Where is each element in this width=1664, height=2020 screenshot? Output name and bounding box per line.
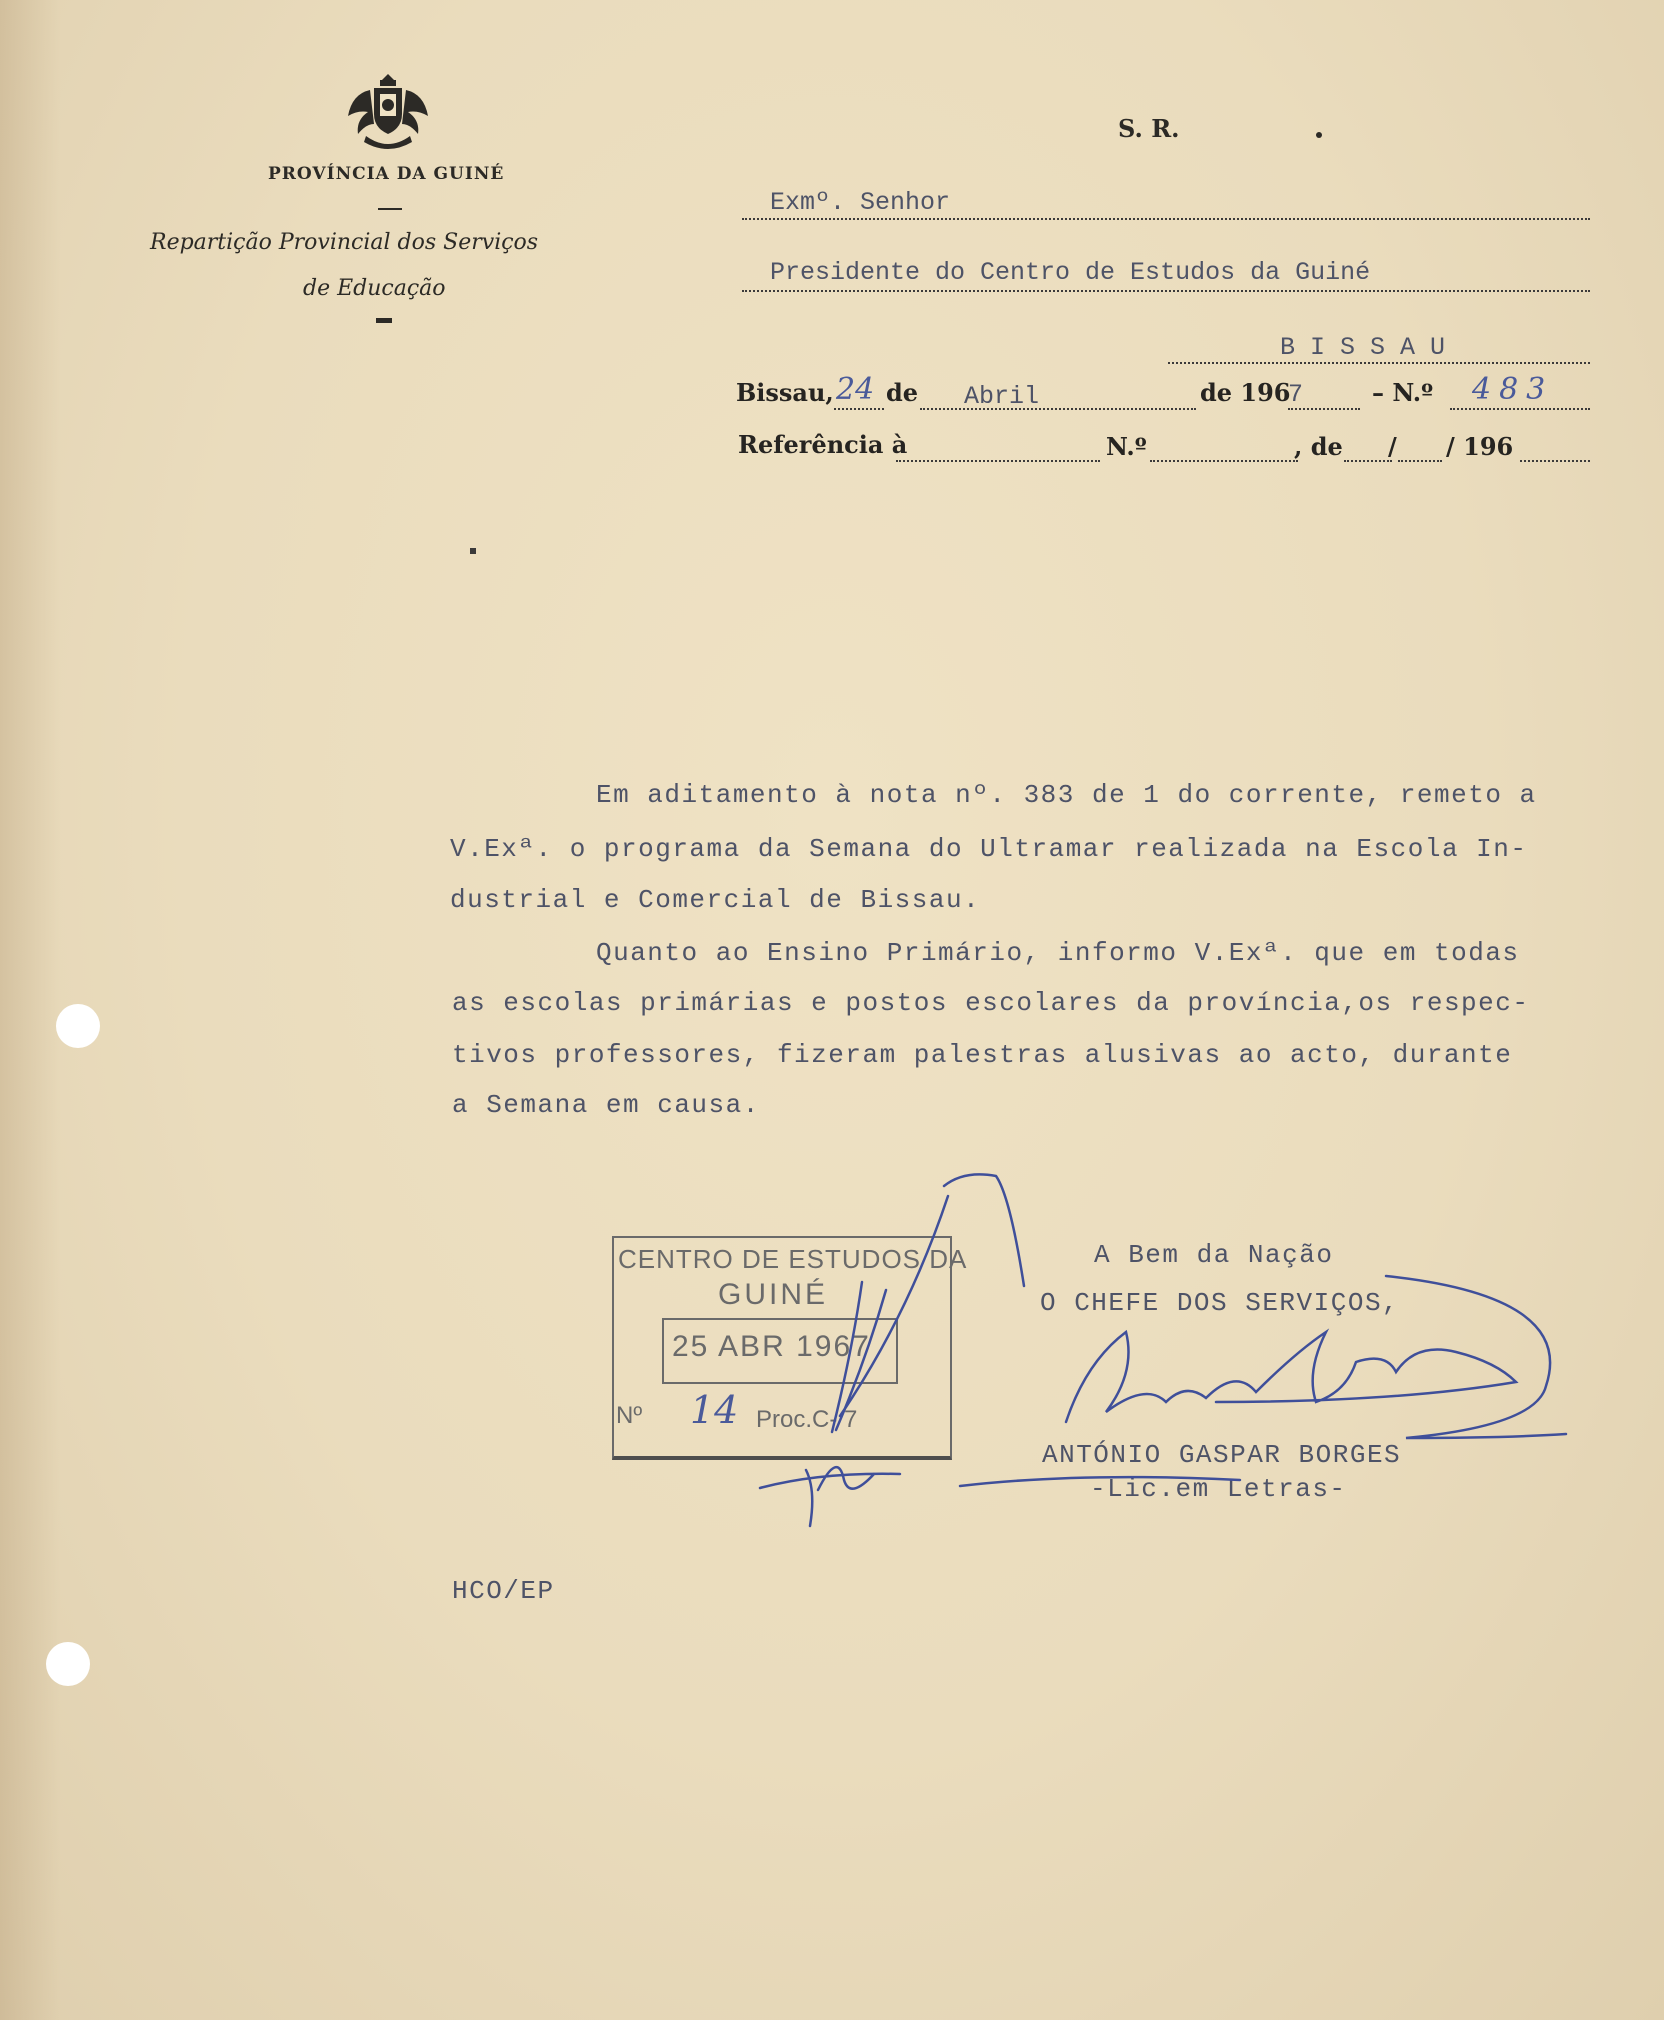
signatory-credential: -Lic.em Letras- bbox=[1090, 1474, 1347, 1504]
punch-hole-bottom bbox=[46, 1642, 90, 1686]
reference-slash-1: / bbox=[1388, 432, 1397, 461]
reference-slash-2: / 196 bbox=[1446, 432, 1514, 461]
body-line-3: dustrial e Comercial de Bissau. bbox=[450, 885, 981, 915]
body-line-2: V.Exª. o programa da Semana do Ultramar realizada na Escola In- bbox=[450, 834, 1528, 864]
typist-initials: HCO/EP bbox=[452, 1576, 555, 1606]
place-label: Bissau, bbox=[736, 378, 834, 407]
reference-label: Referência à bbox=[738, 430, 908, 459]
department-line-1: Repartição Provincial dos Serviços bbox=[150, 230, 539, 255]
closing-motto: A Bem da Nação bbox=[1094, 1240, 1334, 1270]
stamp-strike-3 bbox=[836, 1290, 886, 1430]
body-line-1: Em aditamento à nota nº. 383 de 1 do corrente, remeto a bbox=[596, 780, 1537, 810]
province-name: PROVÍNCIA DA GUINÉ bbox=[268, 164, 505, 184]
body-line-4: Quanto ao Ensino Primário, informo V.Exª. que em todas bbox=[596, 938, 1520, 968]
check-mark-stroke bbox=[944, 1174, 1024, 1286]
stamp-date: 25 ABR 1967 bbox=[672, 1330, 871, 1363]
punch-hole-top bbox=[56, 1004, 100, 1048]
date-year-digit: 7 bbox=[1288, 380, 1304, 409]
stamp-line-1: CENTRO DE ESTUDOS DA bbox=[618, 1244, 968, 1274]
initials-mark bbox=[760, 1467, 900, 1526]
letter-number: 483 bbox=[1472, 372, 1554, 407]
body-line-6: tivos professores, fizeram palestras alusivas ao acto, durante bbox=[452, 1040, 1513, 1070]
number-label: – N.º bbox=[1372, 378, 1434, 407]
department-line-2: de Educação bbox=[303, 276, 446, 301]
date-de-1: de bbox=[886, 378, 919, 407]
stamp-proc: Proc.C- 7 bbox=[756, 1406, 858, 1433]
body-line-7: a Semana em causa. bbox=[452, 1090, 760, 1120]
closing-role: O CHEFE DOS SERVIÇOS, bbox=[1040, 1288, 1400, 1318]
reference-no-label: N.º bbox=[1106, 432, 1147, 461]
date-de-2: de 196 bbox=[1200, 378, 1291, 407]
stamp-strike-2 bbox=[832, 1282, 862, 1432]
addressee-city: B I S S A U bbox=[1280, 333, 1446, 362]
date-month: Abril bbox=[964, 382, 1040, 411]
signatory-name: ANTÓNIO GASPAR BORGES bbox=[1042, 1440, 1402, 1470]
addressee-salutation: Exmº. Senhor bbox=[770, 188, 951, 217]
body-line-5: as escolas primárias e postos escolares da província,os respec- bbox=[452, 988, 1530, 1018]
addressee-title: Presidente do Centro de Estudos da Guiné bbox=[770, 258, 1371, 287]
stamp-no-value: 14 bbox=[690, 1388, 739, 1432]
routing-mark: S. R. bbox=[1118, 114, 1180, 143]
signature-stroke bbox=[960, 1276, 1566, 1486]
stamp-no-label: Nº bbox=[616, 1402, 643, 1429]
stamp-line-2: GUINÉ bbox=[718, 1278, 829, 1311]
date-day: 24 bbox=[836, 372, 875, 407]
reference-de-label: , de bbox=[1294, 432, 1343, 461]
